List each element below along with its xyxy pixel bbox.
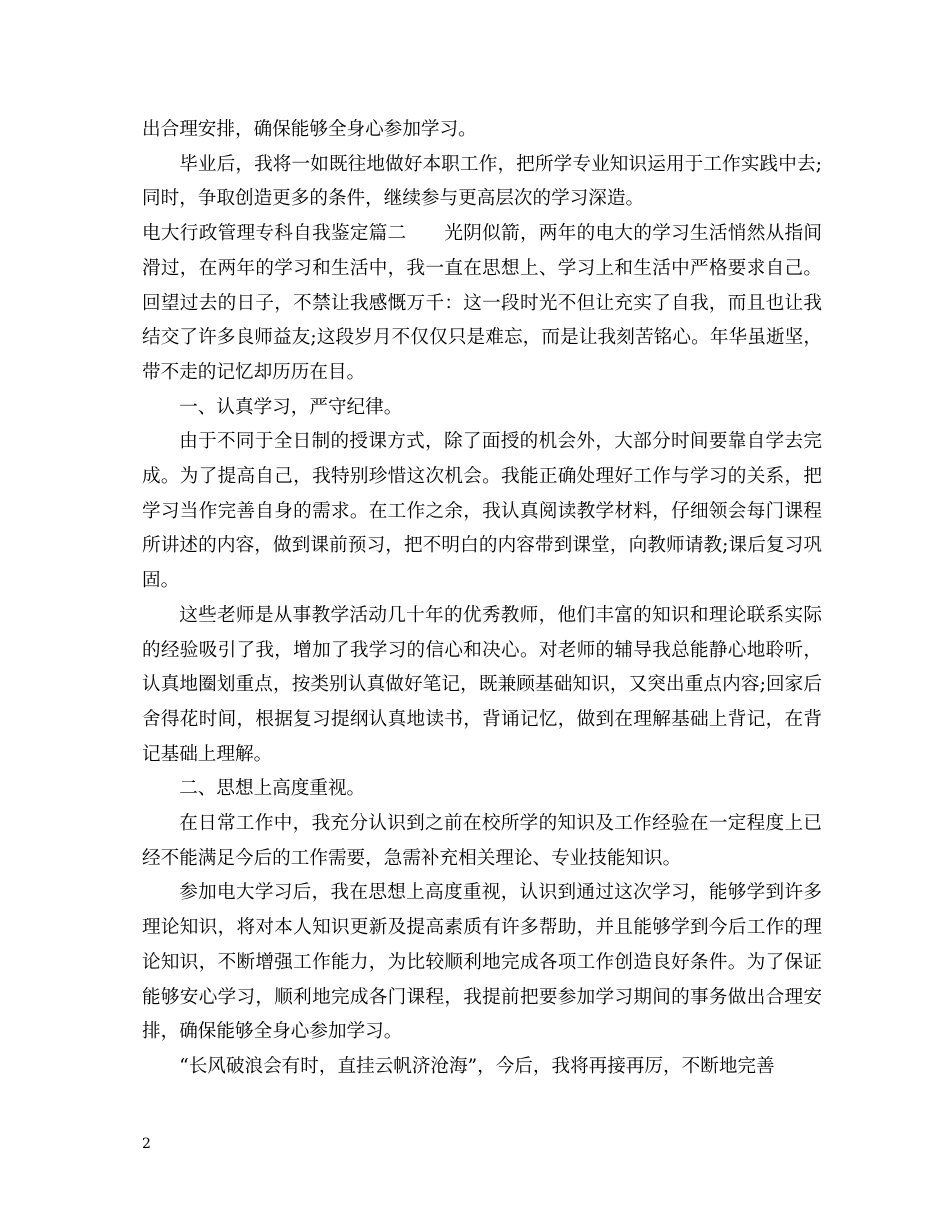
paragraph-teachers: 这些老师是从事教学活动几十年的优秀教师，他们丰富的知识和理论联系实际的经验吸引了我，增加了我学习的信心和决心。对老师的辅导我总能静心地聆听，认真地圈划重点，按类别认真做好笔记，既兼顾基础知识，又突出重点内容;回家后舍得花时间，根据复习提纲认真地读书，背诵记忆，做到在理解基础上背记，在背记基础上理解。: [142, 604, 822, 765]
paragraph-self-study: 由于不同于全日制的授课方式，除了面授的机会外，大部分时间要靠自学去完成。为了提高自己，我特别珍惜这次机会。我能正确处理好工作与学习的关系，把学习当作完善自身的需求。在工作之余，我认真阅读教学材料，仔细领会每门课程所讲述的内容，做到课前预习，把不明白的内容带到课堂，向教师请教;课后复习巩固。: [142, 431, 822, 592]
heading-study-discipline: 一、认真学习，严守纪律。: [179, 396, 403, 418]
paragraph-continuation: 出合理安排，确保能够全身心参加学习。: [142, 119, 477, 140]
document-body: [142, 113, 822, 1085]
paragraph-after-graduation: 毕业后，我将一如既往地做好本职工作，把所学专业知识运用于工作实践中去;同时，争取创造更多的条件，继续参与更高层次的学习深造。: [142, 153, 822, 210]
heading-ideological-emphasis: 二、思想上高度重视。: [179, 778, 366, 800]
paragraph-closing-quote: “长风破浪会有时，直挂云帆济沧海”，今后，我将再接再厉，不断地完善: [179, 1055, 775, 1077]
page-number: 2: [142, 1136, 151, 1152]
paragraph-section-two-intro: 电大行政管理专科自我鉴定篇二 光阴似箭，两年的电大的学习生活悄然从指间滑过，在两年的学习和生活中，我一直在思想上、学习上和生活中严格要求自己。回望过去的日子，不禁让我感慨万千：这一段时光不但让充实了自我，而且也让我结交了许多良师益友;这段岁月不仅仅只是难忘，而是让我刻苦铭心。年华虽逝坚，带不走的记忆却历历在目。: [142, 223, 822, 383]
paragraph-after-joining: 参加电大学习后，我在思想上高度重视，认识到通过这次学习，能够学到许多理论知识，将对本人知识更新及提高素质有许多帮助，并且能够学到今后工作的理论知识，不断增强工作能力，为比较顺利地完成各项工作创造良好条件。为了保证能够安心学习，顺利地完成各门课程，我提前把要参加学习期间的事务做出合理安排，确保能够全身心参加学习。: [142, 882, 822, 1043]
paragraph-daily-work: 在日常工作中，我充分认识到之前在校所学的知识及工作经验在一定程度上已经不能满足今后的工作需要，急需补充相关理论、专业技能知识。: [142, 813, 822, 869]
